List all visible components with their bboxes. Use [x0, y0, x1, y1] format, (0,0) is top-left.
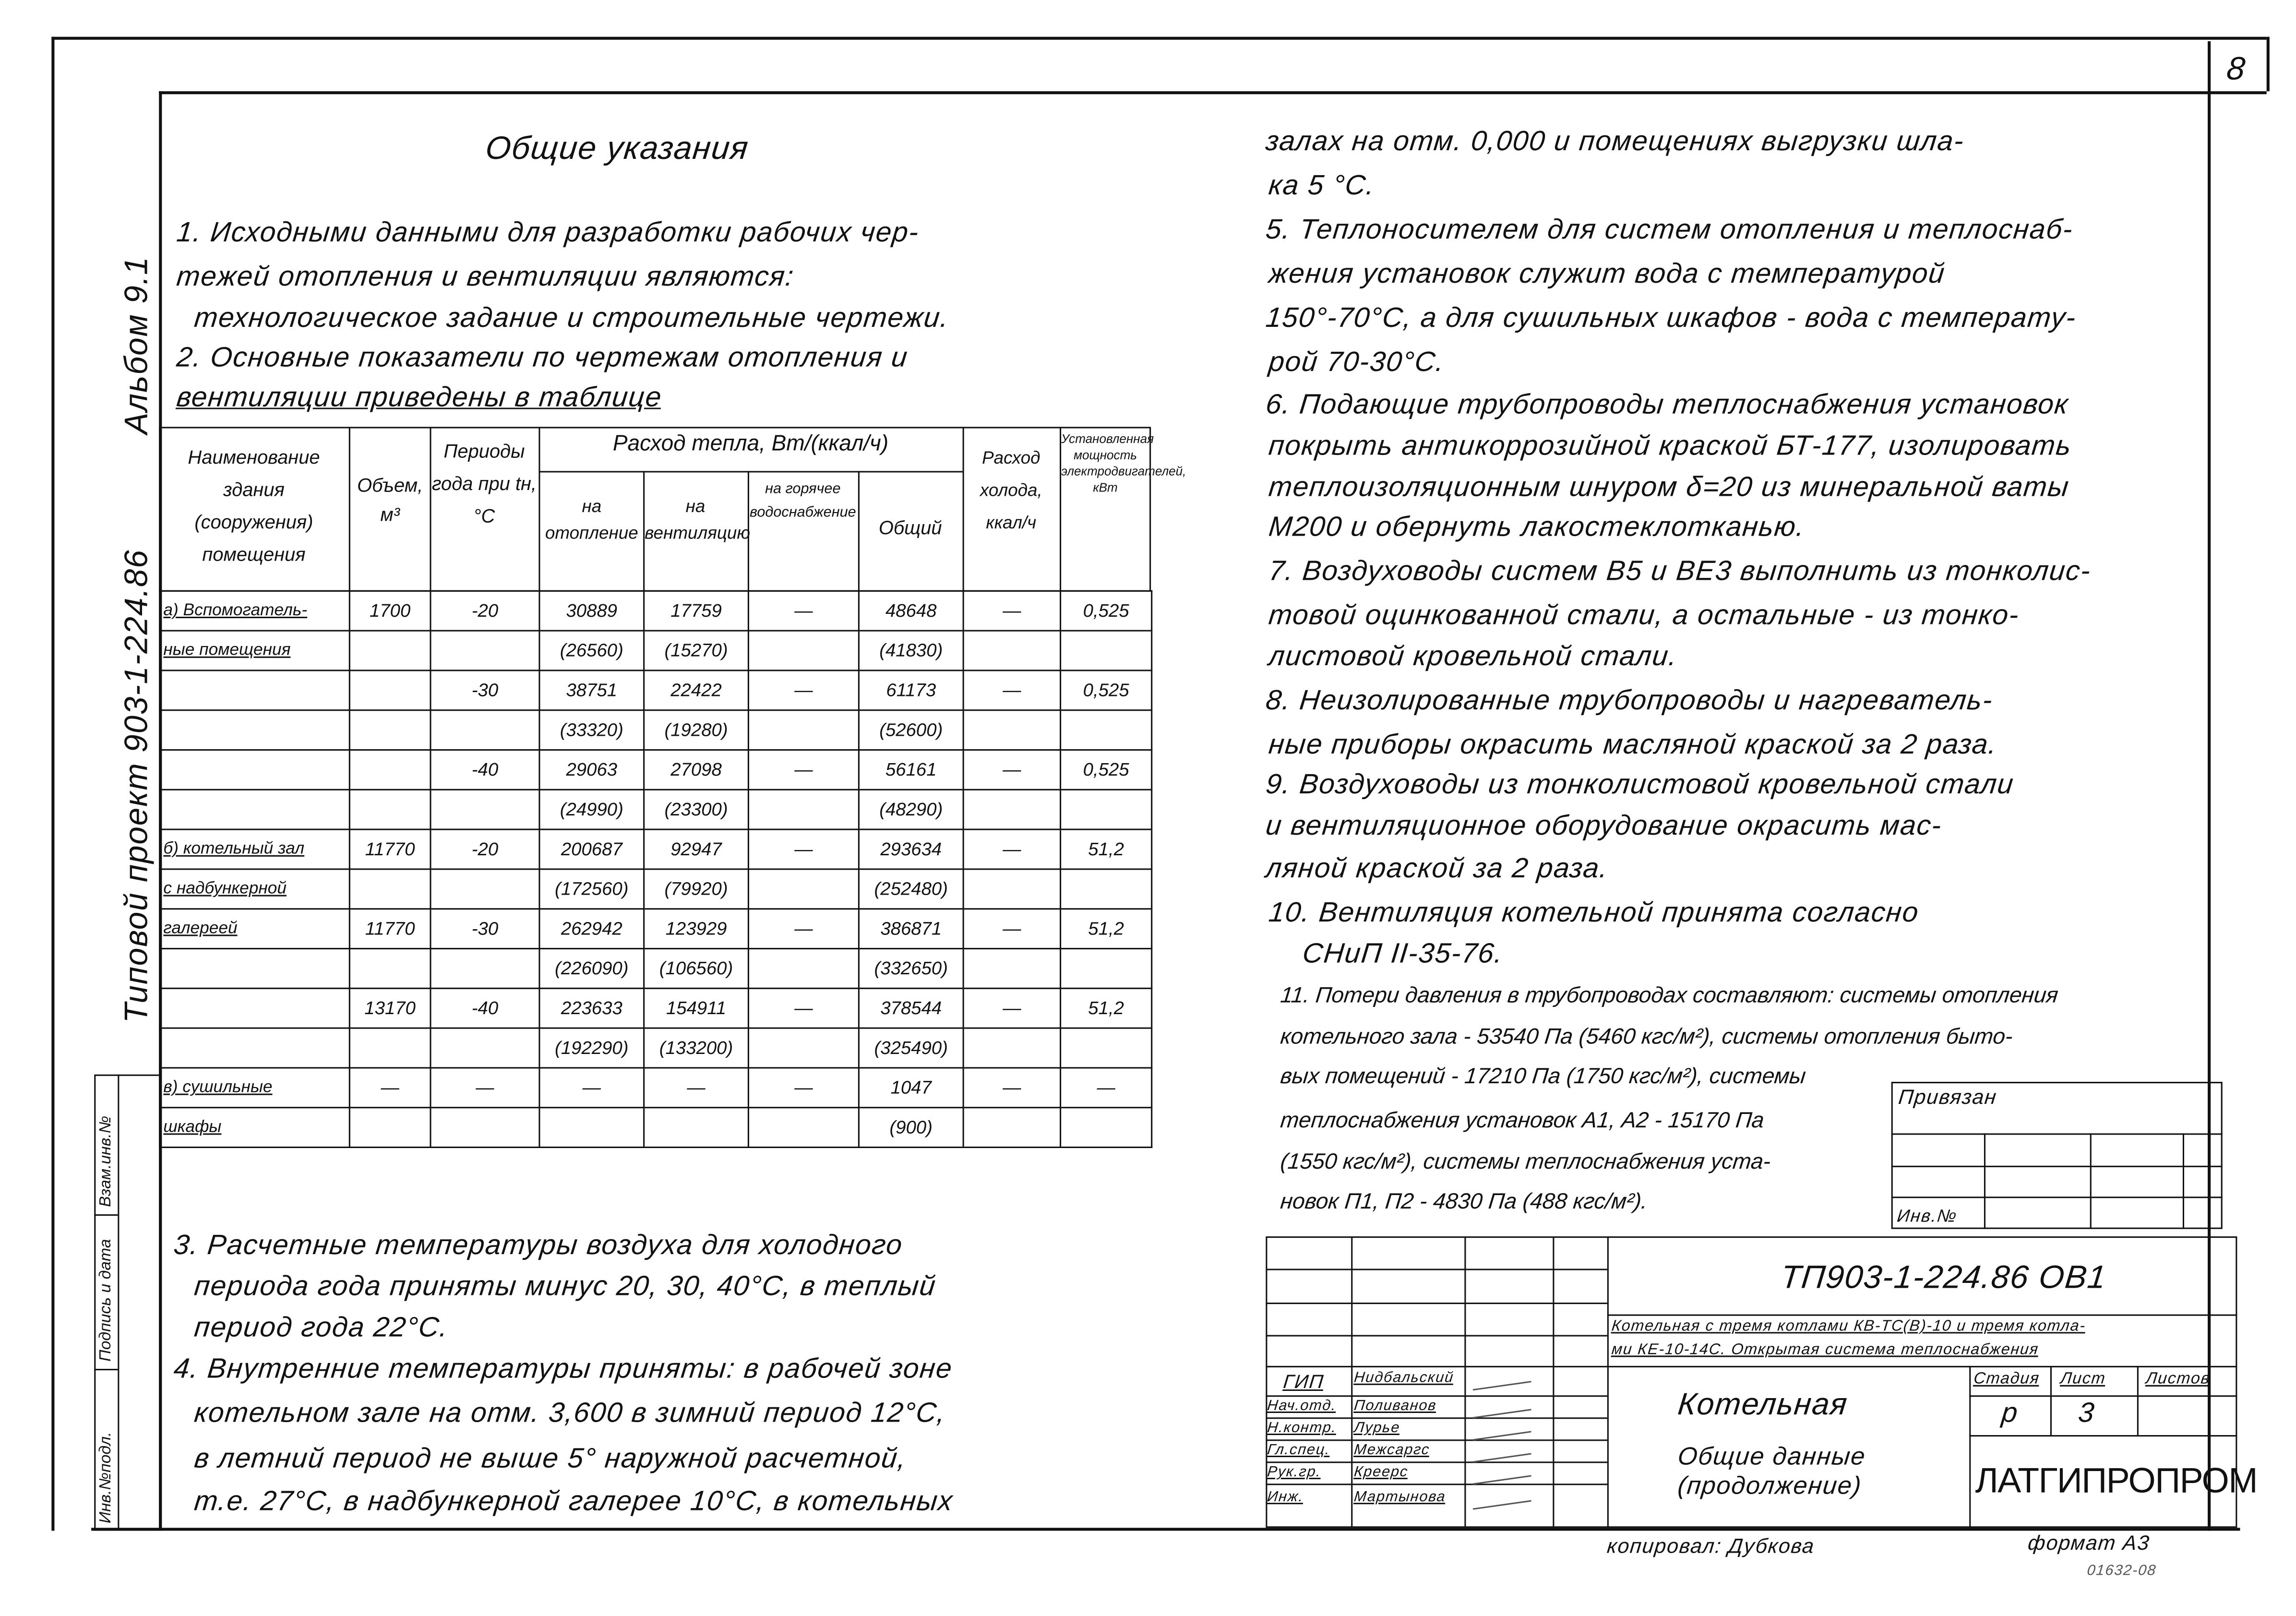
table-row	[160, 1068, 1152, 1108]
table-cell: 30889	[539, 591, 644, 631]
text-line: 11. Потери давления в трубопроводах составляют: системы отопления	[1279, 983, 2059, 1008]
text-line: вых помещений - 17210 Па (1750 кгс/м²), системы	[1279, 1064, 1807, 1089]
table-cell	[963, 1028, 1060, 1068]
table-cell	[963, 1108, 1060, 1148]
table-cell: —	[748, 591, 859, 631]
table-cell: —	[963, 670, 1060, 710]
table-cell: -40	[430, 750, 539, 790]
grid-line	[1984, 1133, 1985, 1229]
table-cell: 378544	[859, 988, 963, 1028]
grid-line	[1351, 1236, 1352, 1528]
table-cell: 17759	[644, 591, 749, 631]
text-line: рой 70-30°С.	[1267, 347, 1447, 379]
text-line: жения установок служит вода с температурой	[1267, 259, 1947, 290]
table-cell: (52600)	[859, 710, 963, 750]
table-cell: (26560)	[539, 631, 644, 670]
outer-frame-left	[51, 37, 54, 1531]
object-line-1: Котельная с тремя котлами КВ-ТС(В)-10 и тремя котла-	[1611, 1317, 2087, 1335]
grid-line	[1266, 1269, 1607, 1270]
table-cell	[349, 710, 430, 750]
staff-name: Нидбальский	[1353, 1370, 1455, 1387]
table-cell	[963, 869, 1060, 909]
staff-role: Нач.отд.	[1266, 1398, 1338, 1415]
album-label: Альбом 9.1	[118, 256, 155, 434]
outer-frame-top	[51, 37, 2266, 40]
table-row	[160, 1108, 1152, 1148]
table-row	[160, 750, 1152, 790]
text-line: 1. Исходными данными для разработки рабочих чер-	[175, 217, 921, 249]
table-cell	[963, 710, 1060, 750]
header-total: Общий	[878, 516, 942, 539]
copied-by: копировал: Дубкова	[1606, 1533, 1816, 1557]
text-line: (1550 кгс/м²), системы теплоснабжения уста-	[1279, 1149, 1772, 1175]
grid-line	[2137, 1366, 2139, 1435]
sheet-title-2: (продолжение)	[1676, 1472, 1864, 1500]
table-cell: 48648	[859, 591, 963, 631]
table-cell	[349, 948, 430, 988]
grid-line	[1266, 1439, 1607, 1441]
text-line: вентиляции приведены в таблице	[175, 383, 664, 414]
table-cell: (79920)	[644, 869, 749, 909]
grid-line	[1266, 1303, 1607, 1304]
stage-value: р	[2000, 1398, 2020, 1429]
header-vent: на вентиляцию	[645, 496, 751, 543]
table-cell: 223633	[539, 988, 644, 1028]
table-cell	[963, 948, 1060, 988]
header-heat: Расход тепла, Вт/(ккал/ч)	[612, 431, 889, 456]
table-cell: —	[1061, 1068, 1152, 1108]
table-cell	[160, 790, 350, 829]
table-cell: -20	[430, 591, 539, 631]
table-cell: 38751	[539, 670, 644, 710]
table-cell: —	[748, 670, 859, 710]
table-cell: —	[430, 1068, 539, 1108]
table-cell: 27098	[644, 750, 749, 790]
table-row	[160, 1028, 1152, 1068]
organization: ЛАТГИПРОПРОМ	[1975, 1461, 2258, 1502]
table-row	[160, 631, 1152, 670]
table-cell: —	[748, 909, 859, 949]
staff-name: Лурье	[1353, 1420, 1401, 1437]
text-line: новок П1, П2 - 4830 Па (488 кгс/м²).	[1279, 1189, 1649, 1215]
text-line: 150°-70°С, а для сушильных шкафов - вода с температу-	[1264, 303, 2078, 335]
text-line: М200 и обернуть лакостеклотканью.	[1267, 512, 1807, 543]
text-line: технологическое задание и строительные чертежи.	[192, 303, 951, 335]
table-cell	[1061, 1108, 1152, 1148]
grid-line	[1266, 1484, 1607, 1485]
table-cell	[748, 1028, 859, 1068]
header-period: Периоды года при tн, °С	[431, 440, 537, 527]
grid-line	[1969, 1395, 2237, 1397]
stamp-replace-inv: Взам.инв.№	[97, 1115, 115, 1207]
grid-line	[1607, 1315, 2237, 1316]
table-cell: —	[963, 988, 1060, 1028]
table-cell: —	[963, 909, 1060, 949]
table-cell	[748, 869, 859, 909]
staff-role: Рук.гр.	[1266, 1464, 1322, 1481]
grid-line	[1464, 1236, 1466, 1528]
table-cell: галереей	[160, 909, 350, 949]
page-title: Общие указания	[484, 129, 751, 167]
stamp-divider	[118, 1075, 119, 1531]
staff-role: Н.контр.	[1266, 1420, 1338, 1437]
table-cell	[1061, 790, 1152, 829]
header-volume: Объем, м³	[357, 474, 423, 526]
header-name: Наименование здания (сооружения) помещения	[188, 446, 320, 565]
table-cell: 61173	[859, 670, 963, 710]
stamp-sign-date: Подпись и дата	[97, 1239, 115, 1362]
table-cell	[160, 948, 350, 988]
inner-frame-bottom	[91, 1528, 2240, 1531]
table-cell: (33320)	[539, 710, 644, 750]
table-cell: (106560)	[644, 948, 749, 988]
text-line: 6. Подающие трубопроводы теплоснабжения установок	[1264, 390, 2070, 421]
table-cell: —	[644, 1068, 749, 1108]
text-line: 7. Воздуховоды систем В5 и ВЕ3 выполнить из тонколис-	[1267, 556, 2093, 587]
table-cell: 0,525	[1061, 591, 1152, 631]
table-cell: —	[748, 1068, 859, 1108]
table-row	[160, 988, 1152, 1028]
table-cell: 22422	[644, 670, 749, 710]
text-line: период года 22°С.	[192, 1313, 450, 1344]
text-line: в летний период не выше 5° наружной расчетной,	[192, 1444, 909, 1475]
table-cell: —	[963, 829, 1060, 869]
table-cell: 154911	[644, 988, 749, 1028]
table-cell: (41830)	[859, 631, 963, 670]
table-row	[160, 710, 1152, 750]
table-cell: —	[539, 1068, 644, 1108]
table-cell	[160, 710, 350, 750]
table-cell: 123929	[644, 909, 749, 949]
table-cell	[349, 670, 430, 710]
table-cell	[748, 631, 859, 670]
table-cell	[748, 948, 859, 988]
table-cell	[644, 1108, 749, 1148]
text-line: товой оцинкованной стали, а остальные - из тонко-	[1267, 600, 2021, 632]
text-line: котельном зале на отм. 3,600 в зимний период 12°С,	[192, 1398, 947, 1429]
outer-frame-right	[2267, 37, 2270, 91]
sheet-value: 3	[2076, 1398, 2096, 1429]
table-cell	[748, 1108, 859, 1148]
staff-role: ГИП	[1282, 1370, 1326, 1393]
table-cell	[539, 1108, 644, 1148]
table-cell: 1700	[349, 591, 430, 631]
table-cell: 13170	[349, 988, 430, 1028]
header-hotwater: на горячее водоснабжение	[750, 481, 856, 521]
table-cell	[963, 631, 1060, 670]
table-cell: —	[963, 750, 1060, 790]
table-row	[160, 948, 1152, 988]
table-cell: (192290)	[539, 1028, 644, 1068]
table-cell	[430, 631, 539, 670]
table-cell: (325490)	[859, 1028, 963, 1068]
heat-consumption-table	[159, 590, 1152, 1148]
text-line: листовой кровельной стали.	[1267, 642, 1679, 673]
grid-line	[2050, 1366, 2052, 1435]
table-cell	[1061, 631, 1152, 670]
table-cell: -20	[430, 829, 539, 869]
table-cell	[1061, 948, 1152, 988]
text-line: 2. Основные показатели по чертежам отопления и	[175, 343, 910, 374]
sheet-label: Лист	[2059, 1370, 2107, 1388]
staff-name: Мартынова	[1353, 1489, 1447, 1506]
staff-role: Инж.	[1266, 1489, 1305, 1506]
stamp-divider	[94, 1214, 118, 1216]
table-row	[160, 670, 1152, 710]
table-row	[160, 869, 1152, 909]
table-cell: —	[963, 591, 1060, 631]
table-cell	[1061, 710, 1152, 750]
table-cell: 0,525	[1061, 670, 1152, 710]
table-cell: 1047	[859, 1068, 963, 1108]
table-row	[160, 591, 1152, 631]
table-cell: 386871	[859, 909, 963, 949]
table-cell: 56161	[859, 750, 963, 790]
table-cell: (23300)	[644, 790, 749, 829]
table-cell	[160, 670, 350, 710]
text-line: СНиП II-35-76.	[1301, 939, 1505, 970]
table-cell	[430, 1108, 539, 1148]
grid-line	[538, 471, 962, 472]
text-line: ка 5 °С.	[1267, 170, 1377, 202]
text-line: периода года приняты минус 20, 30, 40°С, в теплый	[192, 1271, 938, 1303]
grid-line	[2090, 1133, 2092, 1229]
table-cell: —	[349, 1068, 430, 1108]
table-cell	[748, 790, 859, 829]
table-cell: 92947	[644, 829, 749, 869]
table-cell: 29063	[539, 750, 644, 790]
grid-line	[2183, 1133, 2184, 1229]
header-power: Установленная мощность электродвигателей, кВт	[1061, 431, 1186, 495]
grid-line	[1891, 1133, 2223, 1135]
table-cell: 293634	[859, 829, 963, 869]
table-cell	[430, 710, 539, 750]
table-cell: (133200)	[644, 1028, 749, 1068]
grid-line	[1553, 1236, 1554, 1528]
text-line: тежей отопления и вентиляции являются:	[175, 262, 796, 293]
grid-line	[349, 427, 350, 591]
text-line: 10. Вентиляция котельной принята согласно	[1267, 898, 1921, 929]
table-cell: -30	[430, 909, 539, 949]
table-cell: (15270)	[644, 631, 749, 670]
text-line: т.е. 27°С, в надбункерной галерее 10°С, в котельных	[192, 1486, 955, 1518]
table-cell: (252480)	[859, 869, 963, 909]
table-cell: 11770	[349, 829, 430, 869]
text-line: покрыть антикоррозийной краской БТ-177, изолировать	[1267, 431, 2073, 462]
document-code: ТП903-1-224.86 ОВ1	[1779, 1258, 2109, 1295]
table-cell	[160, 1028, 350, 1068]
grid-line	[1266, 1335, 1607, 1336]
table-cell: 200687	[539, 829, 644, 869]
table-cell: (332650)	[859, 948, 963, 988]
grid-line	[1891, 1197, 2223, 1198]
table-cell: (24990)	[539, 790, 644, 829]
sheet-title-1: Общие данные	[1676, 1442, 1867, 1471]
archive-number: 01632-08	[2086, 1563, 2157, 1580]
table-cell: —	[963, 1068, 1060, 1108]
table-cell	[349, 631, 430, 670]
table-cell	[349, 869, 430, 909]
table-cell: в) сушильные	[160, 1068, 350, 1108]
grid-line	[1891, 1166, 2223, 1167]
paper-format: формат А3	[2027, 1531, 2152, 1555]
text-line: ляной краской за 2 раза.	[1264, 853, 1610, 885]
table-cell	[963, 790, 1060, 829]
staff-name: Креерс	[1353, 1464, 1409, 1481]
table-cell: (48290)	[859, 790, 963, 829]
table-cell: 51,2	[1061, 988, 1152, 1028]
table-cell	[430, 790, 539, 829]
text-line: 8. Неизолированные трубопроводы и нагреватель-	[1264, 686, 1995, 717]
stage-label: Стадия	[1973, 1370, 2041, 1388]
table-cell	[748, 710, 859, 750]
table-cell	[160, 988, 350, 1028]
header-heating: на отопление	[545, 496, 638, 543]
table-cell: —	[748, 829, 859, 869]
text-line: 4. Внутренние температуры приняты: в рабочей зоне	[172, 1354, 954, 1385]
table-cell: б) котельный зал	[160, 829, 350, 869]
table-row	[160, 909, 1152, 949]
table-cell: (226090)	[539, 948, 644, 988]
table-cell: (172560)	[539, 869, 644, 909]
table-cell: шкафы	[160, 1108, 350, 1148]
table-cell	[1061, 1028, 1152, 1068]
sheets-label: Листов	[2145, 1370, 2212, 1388]
stamp-inv-orig: Инв.№подл.	[97, 1432, 115, 1524]
text-line: теплоизоляционным шнуром δ=20 из минеральной ваты	[1267, 472, 2071, 503]
project-label: Типовой проект 903-1-224.86	[118, 549, 155, 1023]
inner-frame-top	[159, 91, 2267, 94]
text-line: залах на отм. 0,000 и помещениях выгрузки шла-	[1264, 126, 1966, 158]
text-line: котельного зала - 53540 Па (5460 кгс/м²), системы отопления быто-	[1279, 1024, 2014, 1050]
grid-line	[1266, 1461, 1607, 1463]
table-cell	[160, 750, 350, 790]
table-cell	[1061, 869, 1152, 909]
object-line-2: ми КЕ-10-14С. Открытая система теплоснабжения	[1611, 1341, 2040, 1359]
table-cell: 11770	[349, 909, 430, 949]
table-cell: 0,525	[1061, 750, 1152, 790]
table-cell: (19280)	[644, 710, 749, 750]
table-cell: 262942	[539, 909, 644, 949]
table-cell	[430, 869, 539, 909]
stamp-divider	[94, 1369, 118, 1370]
table-cell: с надбункерной	[160, 869, 350, 909]
table-cell	[349, 750, 430, 790]
grid-line	[1607, 1236, 1609, 1528]
table-cell	[430, 1028, 539, 1068]
grid-line	[1266, 1366, 2237, 1367]
binding-inv: Инв.№	[1896, 1205, 1959, 1226]
building-name: Котельная	[1676, 1388, 1850, 1422]
table-cell	[349, 1108, 430, 1148]
text-line: 9. Воздуховоды из тонколистовой кровельной стали	[1264, 769, 2016, 801]
table-cell: —	[748, 750, 859, 790]
table-cell: —	[748, 988, 859, 1028]
text-line: ные приборы окрасить масляной краской за 2 раза.	[1267, 730, 1999, 761]
text-line: 5. Теплоносителем для систем отопления и теплоснаб-	[1264, 215, 2075, 246]
staff-role: Гл.спец.	[1266, 1442, 1331, 1459]
text-line: и вентиляционное оборудование окрасить мас-	[1264, 811, 1944, 842]
grid-line	[1969, 1435, 2237, 1436]
header-cold: Расход холода, ккал/ч	[980, 447, 1042, 533]
table-row	[160, 790, 1152, 829]
staff-name: Межсаргс	[1353, 1442, 1431, 1459]
table-row	[160, 829, 1152, 869]
grid-line	[1969, 1366, 1971, 1528]
grid-line	[538, 427, 540, 591]
staff-name: Поливанов	[1353, 1398, 1438, 1415]
grid-line	[1266, 1417, 1607, 1419]
table-cell: 51,2	[1061, 909, 1152, 949]
table-cell	[349, 1028, 430, 1068]
table-cell: 51,2	[1061, 829, 1152, 869]
binding-label: Привязан	[1897, 1085, 1998, 1109]
text-line: 3. Расчетные температуры воздуха для холодного	[172, 1230, 905, 1262]
page-number: 8	[2225, 50, 2248, 87]
table-cell: -40	[430, 988, 539, 1028]
table-cell: -30	[430, 670, 539, 710]
text-line: теплоснабжения установок А1, А2 - 15170 Па	[1279, 1108, 1766, 1134]
table-cell: а) Вспомогатель-	[160, 591, 350, 631]
grid-line	[1266, 1395, 1607, 1397]
table-cell: ные помещения	[160, 631, 350, 670]
table-cell	[349, 790, 430, 829]
table-cell	[430, 948, 539, 988]
table-cell: (900)	[859, 1108, 963, 1148]
